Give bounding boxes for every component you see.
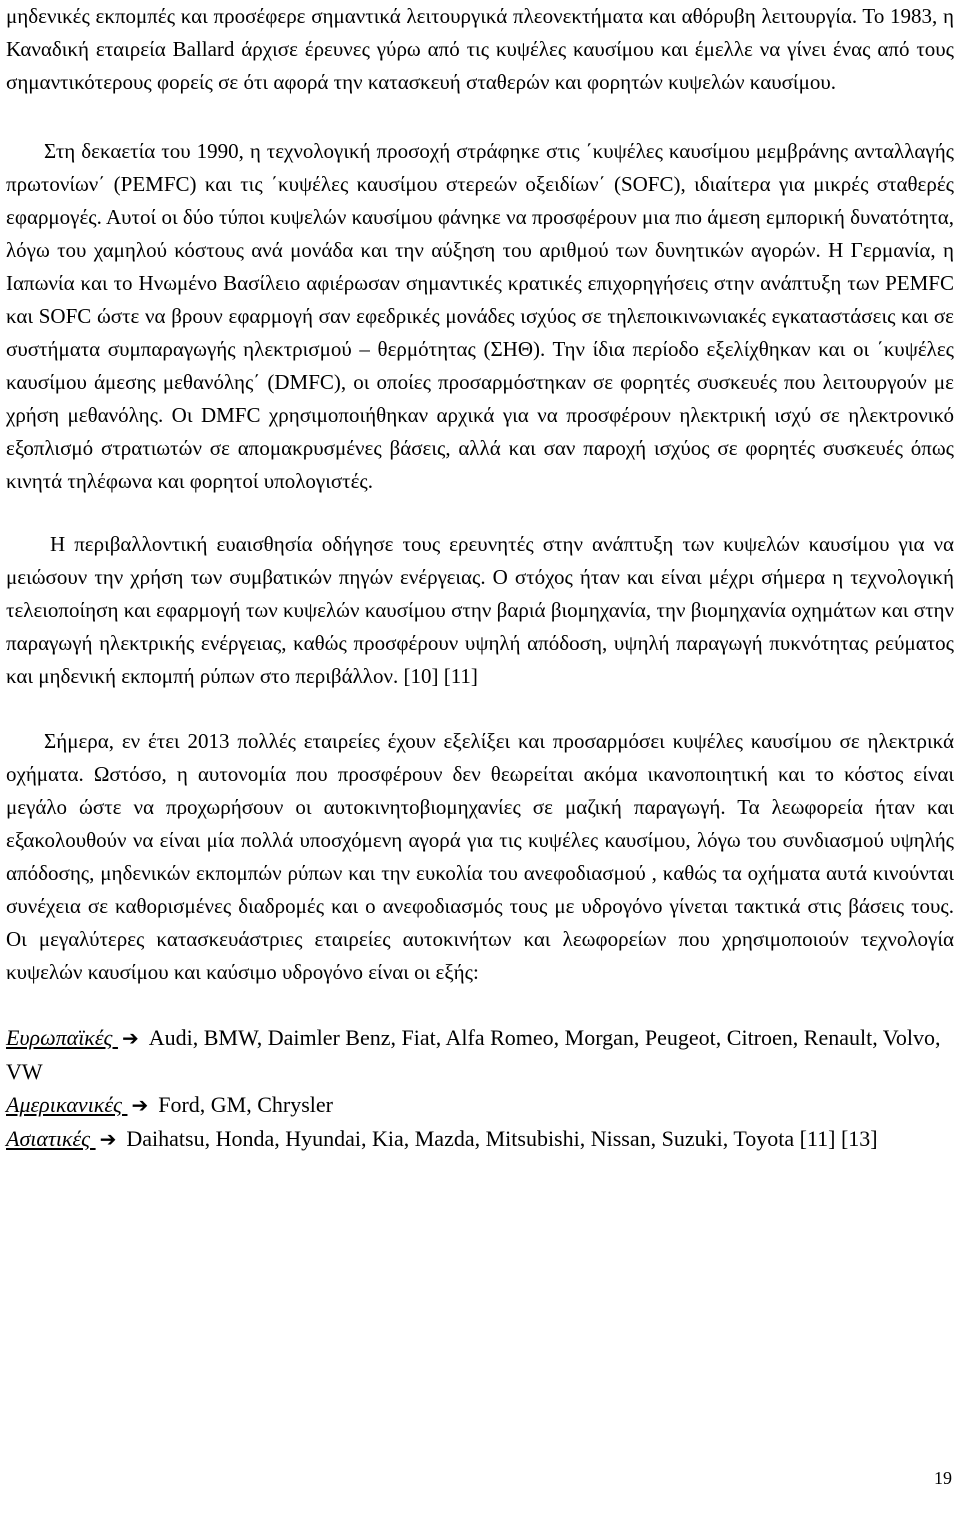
manufacturers-list	[6, 1021, 954, 1156]
right-arrow-icon: ➔	[99, 1127, 117, 1151]
company-names: Daihatsu, Honda, Hyundai, Kia, Mazda, Mitsubishi, Nissan, Suzuki, Toyota [11] [13]	[126, 1126, 878, 1151]
region-label: Αμερικανικές	[6, 1092, 128, 1117]
paragraph-environmental-sensitivity: Η περιβαλλοντική ευαισθησία οδήγησε τους ερευνητές στην ανάπτυξη των κυψελών καυσίμου για να μειώσουν την χρήση των συμβατικών πηγών ενέργειας. Ο στόχος ήταν και είναι μέχρι σήμερα η τεχνολογική τελειοποίηση και εφαρμογή των κυψελών καυσίμου στην βαριά βιομηχανία, την βιομηχανία οχημάτων και στην παραγωγή ηλεκτρικής ενέργειας, καθώς προσφέρουν υψηλή απόδοση, υψηλή παραγωγή πυκνότητας ρεύματος και μηδενική εκπομπή ρύπων στο περιβάλλον. [10] [11]	[6, 532, 954, 688]
region-label: Ευρωπαϊκές	[6, 1025, 118, 1050]
paragraph-2013-vehicles: Σήμερα, εν έτει 2013 πολλές εταιρείες έχουν εξελίξει και προσαρμόσει κυψέλες καυσίμου σε ηλεκτρικά οχήματα. Ωστόσο, η αυτονομία που προσφέρουν δεν θεωρείται ακόμα ικανοποιητική και το κόστος είναι μεγάλο ώστε να προχωρήσουν οι αυτοκινητοβιομηχανίες σε μαζική παραγωγή. Τα λεωφορεία ήταν και εξακολουθούν να είναι μία πολλά υποσχόμενη αγορά για τις κυψέλες καυσίμου, λόγω του συνδιασμού υψηλής απόδοσης, μηδενικών εκπομπών ρύπων και την ευκολία του ανεφοδιασμού , καθώς τα οχήματα αυτά κινούνται συνέχεια σε καθορισμένες διαδρομές και ο ανεφοδιασμός τους με υδρογόνο γίνεται τακτικά στις βάσεις τους. Οι μεγαλύτερες κατασκευάστριες εταιρείες αυτοκινήτων και λεωφορείων που χρησιμοποιούν τεχνολογία κυψελών καυσίμου και καύσιμο υδρογόνο είναι οι εξής:	[6, 729, 954, 984]
list-item-american	[6, 1088, 954, 1122]
company-names: Audi, BMW, Daimler Benz, Fiat, Alfa Romeo, Morgan, Peugeot, Citroen, Renault, Volvo, VW	[6, 1025, 941, 1084]
right-arrow-icon: ➔	[131, 1093, 149, 1117]
region-label: Ασιατικές	[6, 1126, 96, 1151]
list-item-european	[6, 1021, 954, 1088]
company-names: Ford, GM, Chrysler	[158, 1092, 334, 1117]
paragraph-1990s-pemfc-sofc: Στη δεκαετία του 1990, η τεχνολογική προσοχή στράφηκε στις ΄κυψέλες καυσίμου μεμβράνης ανταλλαγής πρωτονίων΄ (PEMFC) και τις ΄κυψέλες καυσίμου στερεών οξειδίων΄ (SOFC), ιδιαίτερα για μικρές σταθερές εφαρμογές. Αυτοί οι δύο τύποι κυψελών καυσίμου φάνηκε να προσφέρουν μια πιο άμεση εμπορική δυνατότητα, λόγω του χαμηλού κόστους ανά μονάδα και την αύξηση του αριθμού των δυνητικών αγορών. Η Γερμανία, η Ιαπωνία και το Ηνωμένο Βασίλειο αφιέρωσαν σημαντικές κρατικές επιχορηγήσεις στην ανάπτυξη των PEMFC και SOFC ώστε να βρουν εφαρμογή σαν εφεδρικές μονάδες ισχύος σε τηλεποικινωνιακές εγκαταστάσεις και σε συστήματα συμπαραγωγής ηλεκτρισμού – θερμότητας (ΣΗΘ). Την ίδια περίοδο εξελίχθηκαν και οι ΄κυψέλες καυσίμου άμεσης μεθανόλης΄ (DMFC), οι οποίες προσαρμόστηκαν σε φορητές συσκευές που λειτουργούν με χρήση μεθανόλης. Οι DMFC χρησιμοποιήθηκαν αρχικά για να προσφέρουν ηλεκτρική ισχύ σε ηλεκτρονικό εξοπλισμό στρατιωτών σε απομακρυσμένες βάσεις, αλλά και σαν παροχή ισχύος σε φορητές συσκευές όπως κινητά τηλέφωνα και φορητοί υπολογιστές.	[6, 139, 954, 493]
paragraph-fuel-cell-history-intro: μηδενικές εκπομπές και προσέφερε σημαντικά λειτουργικά πλεονεκτήματα και αθόρυβη λειτουργία. Το 1983, η Καναδική εταιρεία Ballard άρχισε έρευνες γύρω από τις κυψέλες καυσίμου και έμελλε να γίνει ένας από τους σημαντικότερους φορείς σε ότι αφορά την κατασκευή σταθερών και φορητών κυψελών καυσίμου.	[6, 4, 954, 94]
page-number: 19	[934, 1468, 952, 1488]
right-arrow-icon: ➔	[121, 1026, 139, 1050]
list-item-asian	[6, 1122, 954, 1156]
document-page	[6, 0, 954, 1156]
